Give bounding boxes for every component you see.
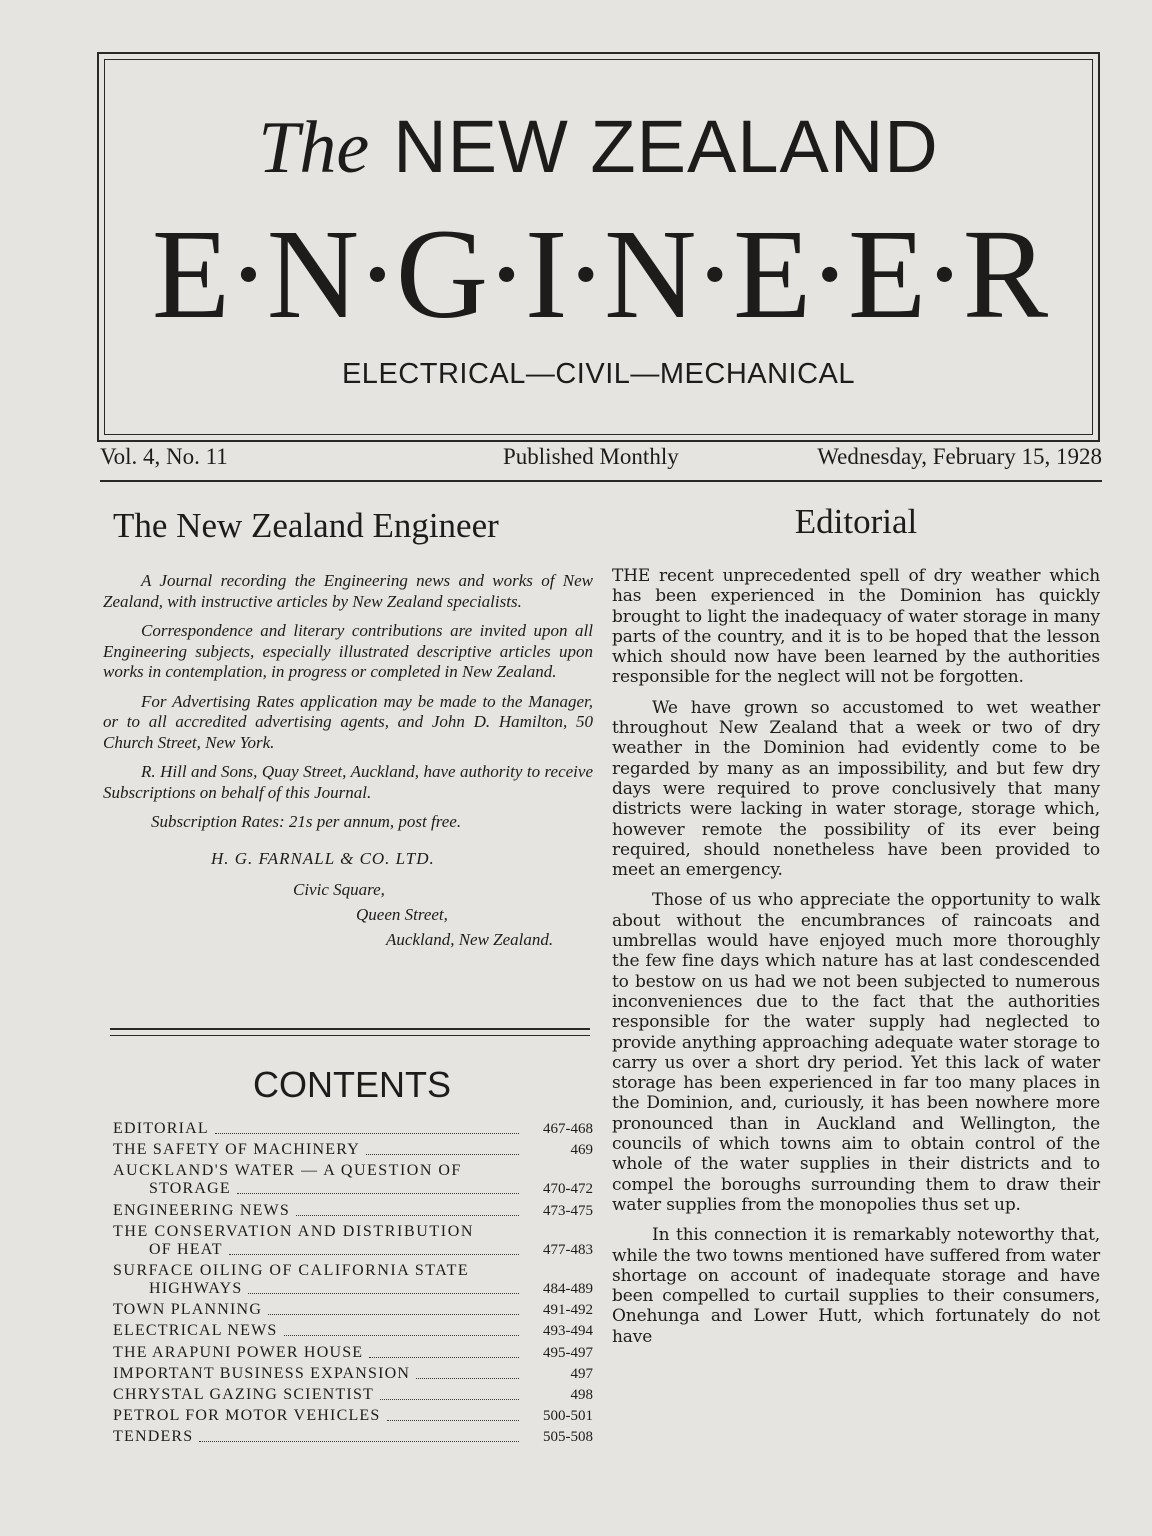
about-paragraph: A Journal recording the Engineering news and works of New Zealand, with instructive articles by New Zealand specialists. xyxy=(103,571,593,611)
issue-frequency: Published Monthly xyxy=(503,444,679,469)
toc-entry[interactable] xyxy=(113,1223,593,1259)
masthead-disciplines: ELECTRICAL—CIVIL—MECHANICAL xyxy=(341,358,856,390)
toc-entry-pages: 470-472 xyxy=(543,1181,593,1198)
toc-entry-title: ELECTRICAL NEWS xyxy=(113,1322,278,1340)
masthead-frame xyxy=(97,52,1100,442)
toc-entry-title: THE ARAPUNI POWER HOUSE xyxy=(113,1343,364,1361)
toc-entry[interactable] xyxy=(113,1365,593,1383)
toc-leader-dots xyxy=(366,1154,519,1155)
masthead-title-line xyxy=(105,105,1092,189)
editorial-paragraph: We have grown so accustomed to wet weather throughout New Zealand that a week or two of dry weather in the Dominion had evidently come to be regarded by many as an impossibility, and but few dry days were required to prove conclusively that many districts were lacking in water storage, storage which, however remote the possibility of its ever being required, should nonetheless have been provided to meet an emergency. xyxy=(612,697,1100,881)
about-title: The New Zealand Engineer xyxy=(113,506,499,545)
toc-leader-dots xyxy=(416,1378,519,1379)
toc-entry[interactable] xyxy=(113,1162,593,1198)
toc-entry-title-line1: THE CONSERVATION AND DISTRIBUTION xyxy=(113,1222,475,1240)
subscription-rates: Subscription Rates: 21s per annum, post free. xyxy=(151,812,462,831)
publisher-address-line: Auckland, New Zealand. xyxy=(386,929,554,949)
toc-leader-dots xyxy=(199,1441,519,1442)
toc-entry[interactable] xyxy=(113,1344,593,1362)
toc-entry-pages: 505-508 xyxy=(543,1429,593,1446)
toc-entry-title: CHRYSTAL GAZING SCIENTIST xyxy=(113,1385,375,1403)
toc-entry-title-line1: SURFACE OILING OF CALIFORNIA STATE xyxy=(113,1261,470,1279)
issue-volume: Vol. 4, No. 11 xyxy=(100,444,228,469)
contents-list xyxy=(113,1120,593,1449)
issue-date: Wednesday, February 15, 1928 xyxy=(817,444,1102,469)
issue-info-bar xyxy=(100,444,1102,476)
editorial-title: Editorial xyxy=(794,502,918,541)
publisher-address-line: Queen Street, xyxy=(356,904,448,924)
toc-leader-dots xyxy=(380,1399,519,1400)
toc-entry-pages: 500-501 xyxy=(543,1408,593,1425)
toc-entry-pages: 491-492 xyxy=(543,1302,593,1319)
toc-entry-pages: 469 xyxy=(570,1142,593,1159)
toc-entry[interactable] xyxy=(113,1202,593,1220)
masthead-new-zealand: NEW ZEALAND xyxy=(393,105,939,188)
toc-entry-pages: 493-494 xyxy=(543,1323,593,1340)
section-double-rule xyxy=(110,1028,590,1036)
toc-leader-dots xyxy=(248,1293,519,1294)
toc-leader-dots xyxy=(268,1314,519,1315)
publisher-name: H. G. FARNALL & CO. LTD. xyxy=(211,848,435,868)
toc-entry[interactable] xyxy=(113,1407,593,1425)
toc-entry-pages: 497 xyxy=(570,1365,593,1382)
masthead-engineer: E·N·G·I·N·E·E·R xyxy=(151,203,1046,345)
about-paragraph: Correspondence and literary contributions are invited upon all Engineering subjects, especially illustrated descriptive articles upon works in contemplation, in progress or completed in New Zealand. xyxy=(103,621,593,681)
editorial-paragraph: THE recent unprecedented spell of dry weather which has been experienced in the Dominion has quickly brought to light the inadequacy of water storage in many parts of the country, and it is to be hoped that the lesson which should now have been learned by the authorities responsible for the neglect will not be forgotten. xyxy=(612,566,1100,688)
toc-entry-pages: 484-489 xyxy=(543,1280,593,1297)
toc-leader-dots xyxy=(215,1133,519,1134)
toc-entry-title-line1: AUCKLAND'S WATER — A QUESTION OF xyxy=(113,1162,462,1180)
toc-entry[interactable] xyxy=(113,1428,593,1446)
about-paragraph: For Advertising Rates application may be made to the Manager, or to all accredited advertising agents, and John D. Hamilton, 50 Church Street, New York. xyxy=(103,691,593,752)
toc-leader-dots xyxy=(237,1193,519,1194)
toc-entry-pages: 473-475 xyxy=(543,1202,593,1219)
toc-entry[interactable] xyxy=(113,1262,593,1298)
about-paragraph: R. Hill and Sons, Quay Street, Auckland, have authority to receive Subscriptions on behalf of this Journal. xyxy=(103,762,593,802)
toc-leader-dots xyxy=(296,1215,519,1216)
masthead-the: The xyxy=(258,107,370,189)
publisher-address-line: Civic Square, xyxy=(293,879,385,899)
toc-entry-title: PETROL FOR MOTOR VEHICLES xyxy=(113,1407,381,1425)
toc-leader-dots xyxy=(284,1335,520,1336)
toc-entry[interactable] xyxy=(113,1120,593,1138)
toc-entry[interactable] xyxy=(113,1141,593,1159)
masthead-inner-frame xyxy=(104,59,1093,435)
toc-leader-dots xyxy=(229,1254,519,1255)
editorial-paragraph: Those of us who appreciate the opportunity to walk about without the encumbrances of raincoats and umbrellas would have enjoyed much more thoroughly the few fine days which nature has at last condescended to bestow on us had we not been subjected to numerous inconveniences due to the fact that the authorities responsible for the water supply had neglected to provide anything approaching adequate water storage to carry us over a short dry period. Yet this lack of water storage has been experienced in far too many places in the Dominion, and, curiously, it has been nowhere more pronounced than in Auckland and Wellington, the councils of which towns aim to obtain control of the whole of the water supplies in their districts and to compel the boroughs surrounding them to draw their water supplies from the monopolies thus set up. xyxy=(612,890,1100,1215)
toc-entry-title: TOWN PLANNING xyxy=(113,1301,263,1319)
about-column xyxy=(103,500,593,952)
toc-entry-title-line2: OF HEAT xyxy=(149,1240,223,1258)
toc-entry-pages: 498 xyxy=(570,1386,593,1403)
toc-entry-title: TENDERS xyxy=(113,1428,194,1446)
toc-entry-pages: 495-497 xyxy=(543,1344,593,1361)
toc-entry[interactable] xyxy=(113,1386,593,1404)
toc-entry-pages: 467-468 xyxy=(543,1121,593,1137)
header-rule xyxy=(100,480,1102,482)
toc-entry-title: IMPORTANT BUSINESS EXPANSION xyxy=(113,1364,411,1382)
toc-entry-title: EDITORIAL xyxy=(113,1120,209,1137)
toc-entry[interactable] xyxy=(113,1322,593,1340)
toc-entry-title-line2: STORAGE xyxy=(149,1180,231,1198)
editorial-paragraph: In this connection it is remarkably noteworthy that, while the two towns mentioned have suffered from water shortage on account of inadequate storage and have been compelled to curtail supplies to their consumers, Onehunga and Lower Hutt, which fortunately do not have xyxy=(612,1225,1100,1347)
toc-leader-dots xyxy=(369,1357,519,1358)
toc-leader-dots xyxy=(387,1420,519,1421)
editorial-column xyxy=(612,500,1100,1357)
toc-entry-title: THE SAFETY OF MACHINERY xyxy=(113,1141,361,1159)
toc-entry-title: ENGINEERING NEWS xyxy=(113,1201,290,1219)
contents-title: CONTENTS xyxy=(253,1064,451,1105)
toc-entry-title-line2: HIGHWAYS xyxy=(149,1279,243,1297)
toc-entry[interactable] xyxy=(113,1301,593,1319)
toc-entry-pages: 477-483 xyxy=(543,1241,593,1258)
